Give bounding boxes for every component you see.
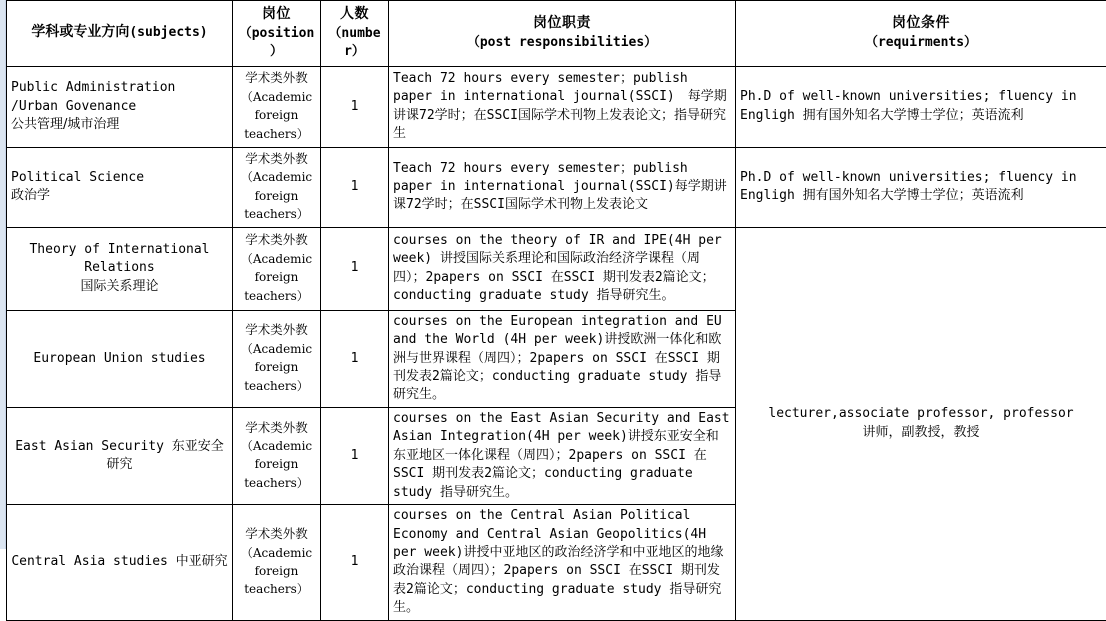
cell-position [233, 407, 321, 504]
cell-number: 1 [321, 147, 389, 227]
position-label-zh: 学术类外教 [245, 70, 308, 85]
column-header-number-en: （number） [325, 25, 384, 62]
subject-en: Central Asia studies 中亚研究 [11, 554, 227, 569]
cell-position [233, 505, 321, 621]
subject-en: Political Science [11, 170, 144, 185]
cell-post-responsibilities: courses on the European integration and EU and the World (4H per week)讲授欧洲一体化和欧洲与世界课程（周四）；2papers on SSCI 在SSCI 期刊发表2篇论文；conducting graduate study 指导研究生。 [389, 310, 736, 407]
cell-requirements: Ph.D of well-known universities; fluency in Engligh 拥有国外知名大学博士学位；英语流利 [736, 147, 1106, 227]
column-header-post-responsibilities [389, 1, 736, 67]
position-label-zh: 学术类外教 [245, 420, 308, 435]
subject-zh: 政治学 [11, 188, 50, 203]
subject-zh: 公共管理/城市治理 [11, 117, 119, 132]
cell-post-responsibilities: courses on the theory of IR and IPE(4H per week) 讲授国际关系理论和国际政治经济学课程（周四）；2papers on SSCI 在SSCI 期刊发表2篇论文；conducting graduate study 指导研究生。 [389, 227, 736, 310]
position-label-zh: 学术类外教 [245, 151, 308, 166]
column-header-post-responsibilities-zh: 岗位职责 [393, 14, 731, 34]
merged-requirements-en: lecturer,associate professor, professor [768, 406, 1073, 421]
position-label-en-3: teachers） [244, 207, 309, 221]
cell-subject [7, 407, 233, 504]
cell-requirements-merged [736, 227, 1106, 620]
position-label-en-1: （Academic [241, 170, 312, 184]
position-label-en-1: （Academic [241, 546, 312, 560]
cell-number: 1 [321, 310, 389, 407]
recruitment-positions-table [6, 0, 1106, 621]
subject-en: East Asian Security 东亚安全研究 [15, 439, 224, 472]
cell-subject [7, 310, 233, 407]
cell-post-responsibilities: Teach 72 hours every semester；publish paper in international journal(SSCI)每学期讲课72学时；在SSCI国际学术刊物上发表论文 [389, 147, 736, 227]
position-label-en-2: foreign [255, 457, 299, 471]
column-header-requirements [736, 1, 1106, 67]
subject-en: European Union studies [33, 351, 205, 366]
table-header-row [7, 1, 1106, 67]
cell-subject [7, 66, 233, 147]
position-label-en-3: teachers） [244, 379, 309, 393]
column-header-requirements-zh: 岗位条件 [740, 14, 1102, 34]
cell-position [233, 66, 321, 147]
column-header-position-en: （position） [237, 25, 316, 62]
cell-position [233, 310, 321, 407]
position-label-en-1: （Academic [241, 90, 312, 104]
subject-en: Theory of International Relations [29, 242, 209, 275]
position-label-en-2: foreign [255, 270, 299, 284]
position-label-en-3: teachers） [244, 289, 309, 303]
cell-position [233, 227, 321, 310]
cell-subject [7, 147, 233, 227]
position-label-en-3: teachers） [244, 127, 309, 141]
cell-post-responsibilities: Teach 72 hours every semester；publish paper in international journal(SSCI) 每学期讲课72学时；在SSCI国际学术刊物上发表论文；指导研究生 [389, 66, 736, 147]
merged-requirements-zh: 讲师，副教授，教授 [862, 425, 979, 440]
position-label-en-1: （Academic [241, 439, 312, 453]
subject-zh: 国际关系理论 [80, 279, 158, 294]
cell-number: 1 [321, 505, 389, 621]
position-label-en-3: teachers） [244, 476, 309, 490]
cell-post-responsibilities: courses on the East Asian Security and East Asian Integration(4H per week)讲授东亚安全和东亚地区一体化课程（周四）；2papers on SSCI 在SSCI 期刊发表2篇论文；conducting graduate study 指导研究生。 [389, 407, 736, 504]
position-label-zh: 学术类外教 [245, 526, 308, 541]
position-label-en-1: （Academic [241, 252, 312, 266]
position-label-en-1: （Academic [241, 342, 312, 356]
cell-subject [7, 227, 233, 310]
column-header-position-zh: 岗位 [237, 5, 316, 25]
subject-en: Public Administration /Urban Govenance [11, 80, 175, 113]
column-header-post-responsibilities-en: （post responsibilities） [393, 34, 731, 52]
position-label-en-2: foreign [255, 360, 299, 374]
table-row [7, 227, 1106, 310]
column-header-subjects [7, 1, 233, 67]
column-header-subjects-zh: 学科或专业方向 [31, 24, 129, 40]
column-header-requirements-en: （requirments） [740, 34, 1102, 52]
position-label-en-2: foreign [255, 189, 299, 203]
cell-post-responsibilities: courses on the Central Asian Political Economy and Central Asian Geopolitics(4H per week)讲授中亚地区的政治经济学和中亚地区的地缘政治课程（周四）；2papers on SSCI 在SSCI 期刊发表2篇论文；conducting graduate study 指导研究生。 [389, 505, 736, 621]
cell-number: 1 [321, 66, 389, 147]
position-label-zh: 学术类外教 [245, 232, 308, 247]
position-label-en-2: foreign [255, 108, 299, 122]
table-row [7, 66, 1106, 147]
table-row [7, 147, 1106, 227]
cell-number: 1 [321, 407, 389, 504]
cell-number: 1 [321, 227, 389, 310]
cell-requirements: Ph.D of well-known universities; fluency in Engligh 拥有国外知名大学博士学位；英语流利 [736, 66, 1106, 147]
column-header-number-zh: 人数 [325, 5, 384, 25]
cell-position [233, 147, 321, 227]
column-header-position [233, 1, 321, 67]
column-header-subjects-en: (subjects) [129, 25, 207, 40]
position-label-en-3: teachers） [244, 582, 309, 596]
position-label-en-2: foreign [255, 564, 299, 578]
position-label-zh: 学术类外教 [245, 322, 308, 337]
column-header-number [321, 1, 389, 67]
cell-subject [7, 505, 233, 621]
